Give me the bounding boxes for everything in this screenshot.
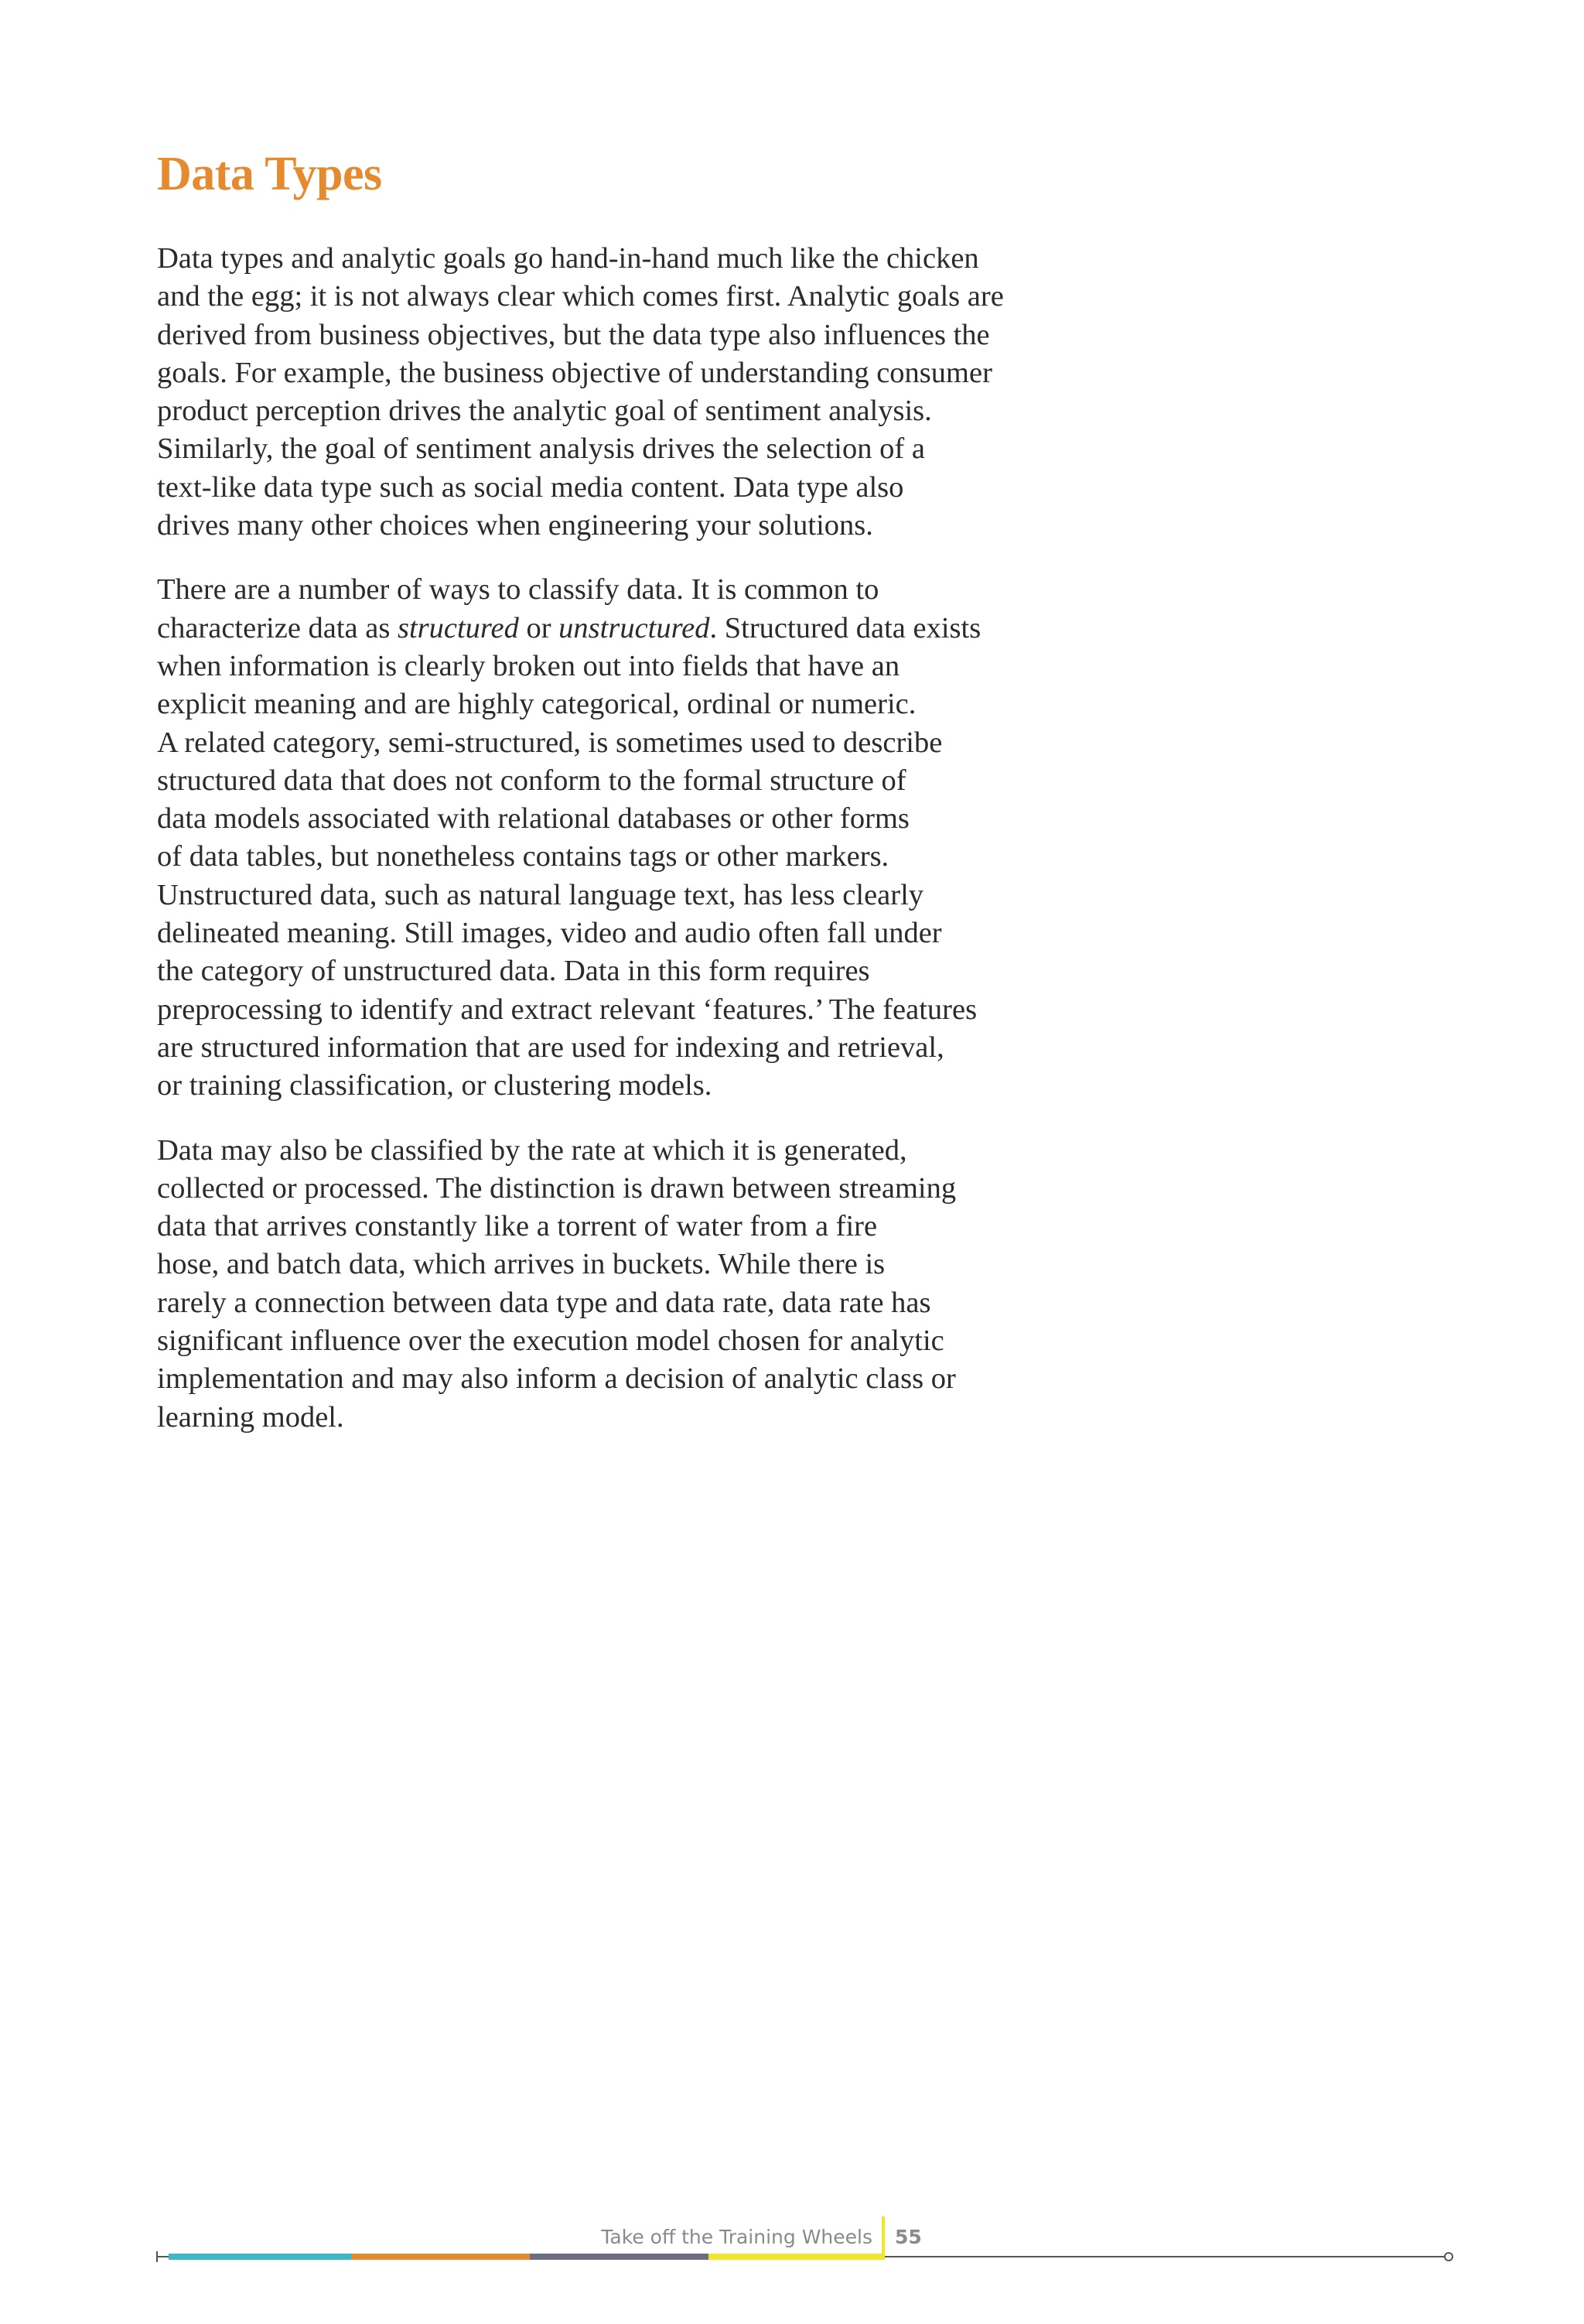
text-segment: product perception drives the analytic goal of sentiment analysis. xyxy=(157,395,932,428)
paragraph xyxy=(157,1132,1016,1437)
text-segment: or xyxy=(518,611,559,644)
text-line xyxy=(157,278,1016,316)
footer-segment-orange xyxy=(351,2254,530,2260)
emphasis-text: unstructured xyxy=(558,611,710,644)
text-line xyxy=(157,877,1016,914)
text-line xyxy=(157,316,1016,354)
text-segment: A related category, semi-structured, is sometimes used to describe xyxy=(157,726,943,759)
text-segment: There are a number of ways to classify data. It is common to xyxy=(157,573,879,607)
text-segment: collected or processed. The distinction is drawn between streaming xyxy=(157,1171,957,1205)
text-segment: preprocessing to identify and extract relevant ‘features.’ The features xyxy=(157,993,978,1026)
text-segment: implementation and may also inform a decision of analytic class or xyxy=(157,1362,956,1396)
text-line xyxy=(157,1067,1016,1105)
text-segment: structured data that does not conform to the formal structure of xyxy=(157,764,906,797)
footer-segment-teal xyxy=(169,2254,351,2260)
text-segment: or training classification, or clustering models. xyxy=(157,1069,712,1102)
text-segment: goals. For example, the business objective of understanding consumer xyxy=(157,356,992,389)
text-segment: rarely a connection between data type and data rate, data rate has xyxy=(157,1286,931,1319)
text-line xyxy=(157,469,1016,507)
text-segment: drives many other choices when engineering your solutions. xyxy=(157,509,873,542)
text-segment: text-like data type such as social media content. Data type also xyxy=(157,470,904,504)
text-line xyxy=(157,1170,1016,1208)
text-line xyxy=(157,392,1016,430)
text-segment: and the egg; it is not always clear which comes first. Analytic goals are xyxy=(157,280,1004,313)
text-line xyxy=(157,800,1016,838)
text-segment: data that arrives constantly like a torrent of water from a fire xyxy=(157,1210,878,1243)
text-segment: hose, and batch data, which arrives in buckets. While there is xyxy=(157,1248,886,1281)
text-line xyxy=(157,685,1016,723)
text-line xyxy=(157,430,1016,468)
text-segment: explicit meaning and are highly categorical, ordinal or numeric. xyxy=(157,688,917,721)
text-line xyxy=(157,914,1016,952)
text-line xyxy=(157,1029,1016,1067)
text-line xyxy=(157,507,1016,545)
text-line xyxy=(157,1399,1016,1437)
text-line xyxy=(157,838,1016,876)
text-line xyxy=(157,1208,1016,1246)
footer-segment-slate xyxy=(530,2254,708,2260)
text-line xyxy=(157,724,1016,762)
text-segment: Data may also be classified by the rate at which it is generated, xyxy=(157,1133,907,1167)
text-segment: derived from business objectives, but the data type also influences the xyxy=(157,318,990,351)
footer-separator xyxy=(882,2216,885,2255)
text-line xyxy=(157,762,1016,800)
text-segment: delineated meaning. Still images, video and audio often fall under xyxy=(157,917,942,950)
text-line xyxy=(157,952,1016,990)
page-number: 55 xyxy=(895,2226,922,2248)
text-segment: are structured information that are used for indexing and retrieval, xyxy=(157,1030,944,1064)
text-segment: Similarly, the goal of sentiment analysis drives the selection of a xyxy=(157,432,925,466)
text-segment: data models associated with relational databases or other forms xyxy=(157,802,910,836)
text-line xyxy=(157,571,1016,609)
text-line xyxy=(157,240,1016,278)
text-line xyxy=(157,648,1016,685)
text-segment: the category of unstructured data. Data in this form requires xyxy=(157,955,870,988)
text-line xyxy=(157,354,1016,392)
emphasis-text: structured xyxy=(397,611,519,644)
paragraph xyxy=(157,240,1016,545)
text-segment: Data types and analytic goals go hand-in-hand much like the chicken xyxy=(157,242,979,275)
body-text xyxy=(157,240,1016,1463)
text-line xyxy=(157,1360,1016,1398)
footer-segment-yellow xyxy=(708,2254,885,2260)
text-line xyxy=(157,1322,1016,1360)
text-segment: . Structured data exists xyxy=(709,611,981,644)
text-segment: Unstructured data, such as natural language text, has less clearly xyxy=(157,878,924,911)
text-line xyxy=(157,991,1016,1029)
text-segment: characterize data as xyxy=(157,611,398,644)
text-segment: of data tables, but nonetheless contains tags or other markers. xyxy=(157,840,889,873)
text-line xyxy=(157,610,1016,648)
text-segment: learning model. xyxy=(157,1400,344,1434)
paragraph xyxy=(157,571,1016,1105)
section-heading: Data Types xyxy=(157,148,382,200)
text-segment: when information is clearly broken out into fields that have an xyxy=(157,649,900,682)
text-line xyxy=(157,1284,1016,1322)
footer-rule-end-circle xyxy=(1445,2253,1453,2261)
text-segment: significant influence over the execution model chosen for analytic xyxy=(157,1324,944,1358)
text-line xyxy=(157,1132,1016,1170)
footer-book-title: Take off the Training Wheels xyxy=(601,2226,872,2248)
text-line xyxy=(157,1246,1016,1283)
